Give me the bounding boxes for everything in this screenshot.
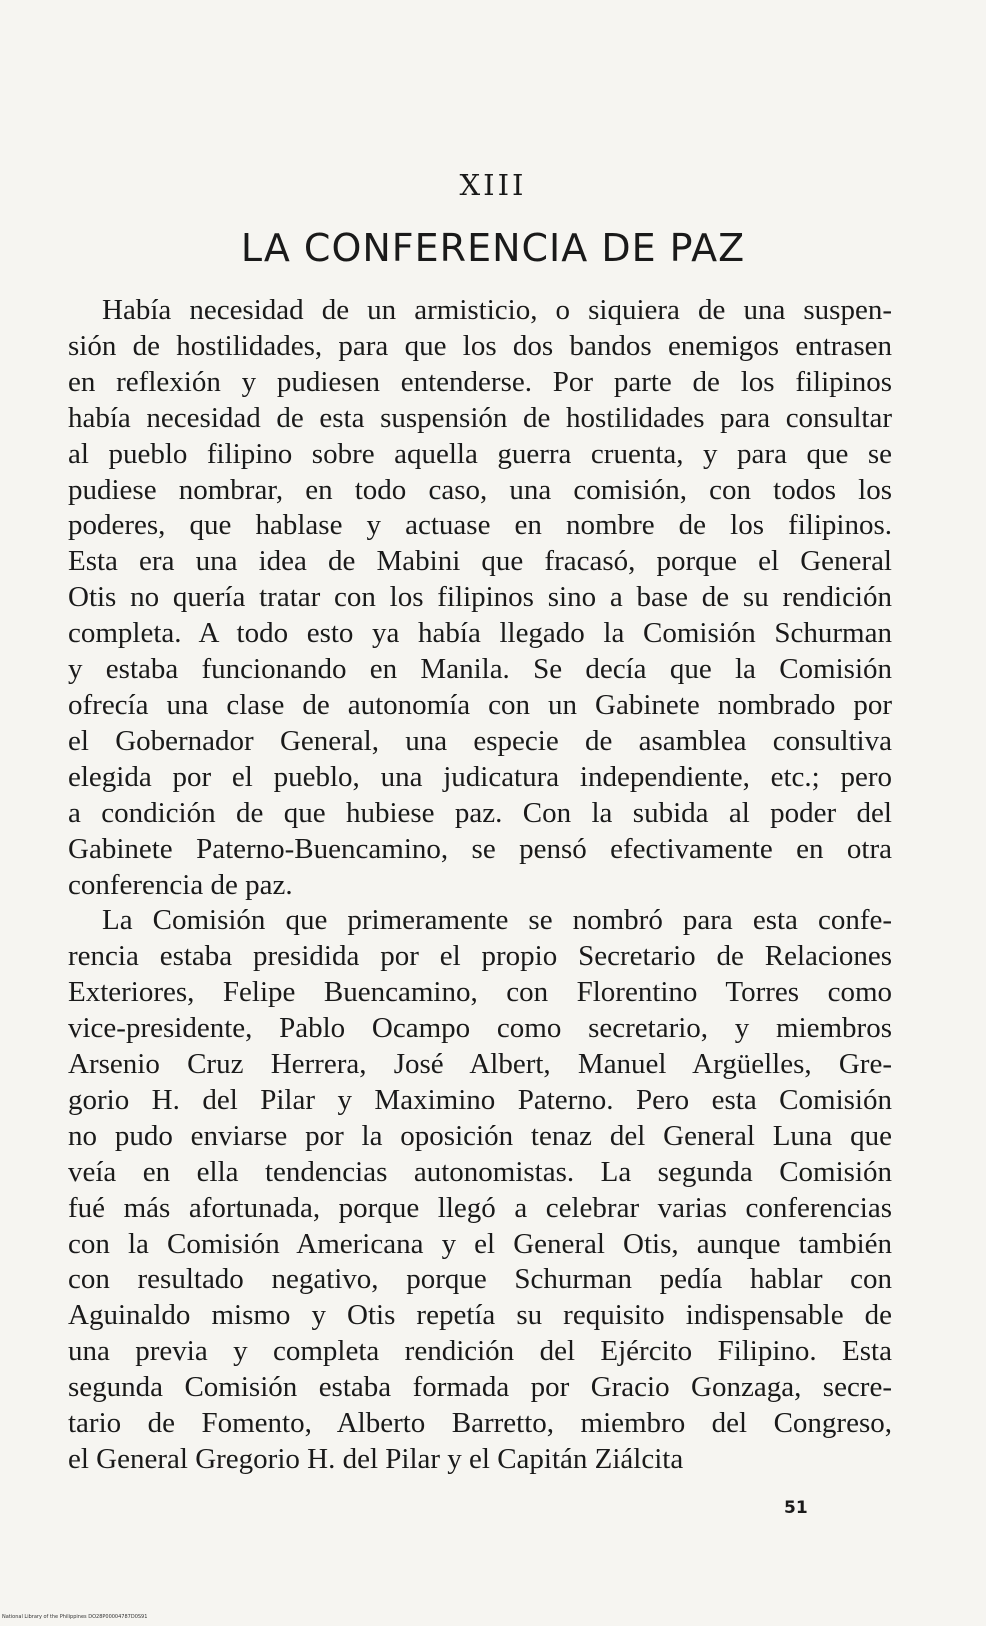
text-line: con resultado negativo, porque Schurman pedía hablar con: [68, 1263, 892, 1296]
text-line: Exteriores, Felipe Buencamino, con Florentino Torres como: [68, 976, 892, 1009]
chapter-title: LA CONFERENCIA DE PAZ: [240, 226, 746, 270]
text-line: La Comisión que primeramente se nombró para esta confe-: [102, 904, 892, 937]
text-line: una previa y completa rendición del Ejército Filipino. Esta: [68, 1335, 892, 1368]
text-line: había necesidad de esta suspensión de hostilidades para consultar: [68, 401, 892, 434]
text-line: sión de hostilidades, para que los dos bandos enemigos entrasen: [68, 329, 892, 362]
text-line: completa. A todo esto ya había llegado la Comisión Schurman: [68, 617, 892, 650]
text-line: Aguinaldo mismo y Otis repetía su requisito indispensable de: [68, 1299, 892, 1332]
text-line: ofrecía una clase de autonomía con un Gabinete nombrado por: [68, 688, 892, 721]
text-line: segunda Comisión estaba formada por Gracio Gonzaga, secre-: [68, 1371, 892, 1404]
text-line: vice-presidente, Pablo Ocampo como secretario, y miembros: [68, 1012, 892, 1045]
paragraph: [68, 903, 892, 1478]
text-line: Arsenio Cruz Herrera, José Albert, Manuel Argüelles, Gre-: [68, 1048, 892, 1081]
text-line: tario de Fomento, Alberto Barretto, miembro del Congreso,: [68, 1407, 892, 1440]
text-line: a condición de que hubiese paz. Con la subida al poder del: [68, 796, 892, 829]
text-line: al pueblo filipino sobre aquella guerra cruenta, y para que se: [68, 437, 892, 470]
text-line: y estaba funcionando en Manila. Se decía que la Comisión: [68, 653, 892, 686]
chapter-number: XIII: [459, 168, 527, 202]
text-line: Había necesidad de un armisticio, o siquiera de una suspen-: [102, 294, 892, 326]
text-line: poderes, que hablase y actuase en nombre de los filipinos.: [68, 509, 892, 542]
text-line: con la Comisión Americana y el General Otis, aunque también: [68, 1227, 892, 1260]
text-line: veía en ella tendencias autonomistas. La segunda Comisión: [68, 1155, 892, 1188]
text-line: Gabinete Paterno-Buencamino, se pensó efectivamente en otra: [68, 832, 892, 865]
text-line: elegida por el pueblo, una judicatura independiente, etc.; pero: [68, 760, 892, 793]
page-number: 51: [784, 1498, 808, 1518]
paragraph: [68, 293, 892, 903]
text-line: Otis no quería tratar con los filipinos sino a base de su rendición: [68, 581, 892, 614]
text-line: en reflexión y pudiesen entenderse. Por parte de los filipinos: [68, 365, 892, 398]
text-line: pudiese nombrar, en todo caso, una comisión, con todos los: [68, 473, 892, 506]
text-line: no pudo enviarse por la oposición tenaz del General Luna que: [68, 1119, 892, 1152]
text-line: gorio H. del Pilar y Maximino Paterno. Pero esta Comisión: [68, 1083, 892, 1116]
body-text: [68, 293, 892, 1478]
text-line: el Gobernador General, una especie de asamblea consultiva: [68, 724, 892, 757]
text-line: fué más afortunada, porque llegó a celebrar varias conferencias: [68, 1191, 892, 1224]
scan-footer: National Library of the Philippines DO28P00004787D0S91: [2, 1614, 148, 1620]
text-line: rencia estaba presidida por el propio Secretario de Relaciones: [68, 940, 892, 973]
text-line: el General Gregorio H. del Pilar y el Capitán Ziálcita: [68, 1443, 684, 1475]
text-line: conferencia de paz.: [68, 868, 293, 901]
text-line: Esta era una idea de Mabini que fracasó, porque el General: [68, 545, 892, 578]
